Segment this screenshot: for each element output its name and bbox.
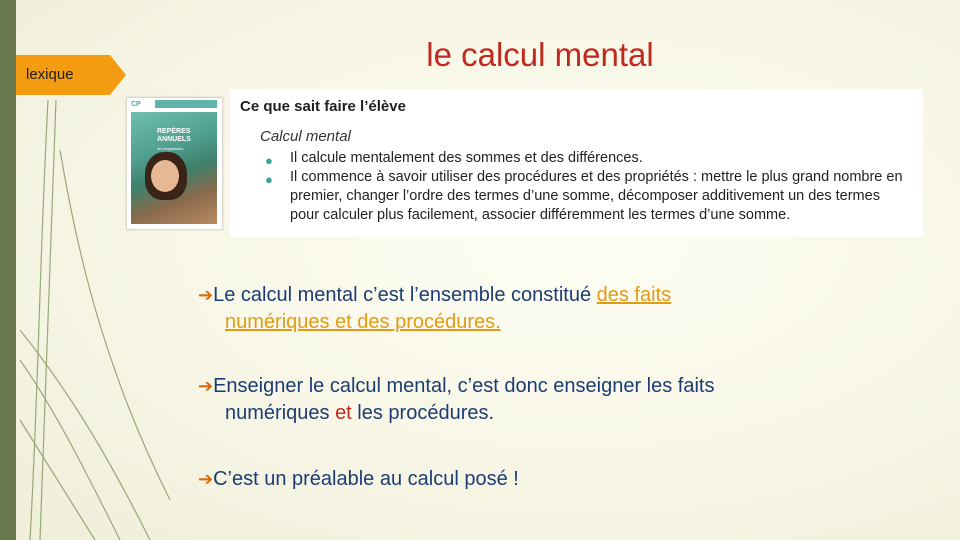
arrow-right-icon: ➔ — [198, 469, 214, 489]
point-1 — [198, 282, 898, 336]
booklet-photo — [131, 112, 217, 224]
point-2-line2c: les procédures. — [351, 402, 495, 424]
booklet-child-face — [151, 160, 179, 192]
point-2 — [198, 373, 898, 427]
bullet-text: Il commence à savoir utiliser des procédures et des propriétés : mettre le plus grand nombre en premier, changer l’ordre des termes d’une somme, décomposer additivement un des termes pour calculer plus facilement, associer différemment les termes d’une somme. — [290, 169, 903, 223]
point-2-line2b: et — [335, 402, 352, 424]
lexique-tag-label: lexique — [26, 66, 74, 83]
booklet-cover-image — [126, 97, 223, 230]
point-1-line2: numériques et des procédures. — [225, 311, 501, 333]
list-item — [260, 149, 910, 168]
point-1-highlight: des faits — [596, 284, 672, 306]
booklet-title: REPÈRES ANNUELS — [157, 128, 191, 143]
bullet-dot-icon: ● — [265, 153, 273, 168]
booklet-band — [155, 100, 217, 108]
booklet-cp-label: CP — [131, 101, 141, 108]
card-bullet-list — [260, 149, 910, 225]
bullet-dot-icon: ● — [265, 172, 273, 187]
point-1-text: Le calcul mental c’est l’ensemble constitué — [213, 284, 597, 306]
bullet-text: Il calcule mentalement des sommes et des différences. — [290, 150, 643, 166]
arrow-right-icon: ➔ — [198, 376, 214, 396]
booklet-subtitle: de progression — [157, 146, 184, 151]
eleve-skills-card — [230, 89, 923, 237]
point-2-line1: Enseigner le calcul mental, c’est donc enseigner les faits — [213, 375, 715, 397]
arrow-right-icon: ➔ — [198, 285, 214, 305]
list-item — [260, 168, 910, 225]
card-heading: Ce que sait faire l’élève — [240, 98, 406, 115]
card-subheading: Calcul mental — [260, 128, 351, 145]
point-3-text: C’est un préalable au calcul posé ! — [213, 468, 519, 490]
slide-title: le calcul mental — [426, 36, 654, 73]
point-2-line2a: numériques — [225, 402, 336, 424]
point-3 — [198, 466, 898, 493]
